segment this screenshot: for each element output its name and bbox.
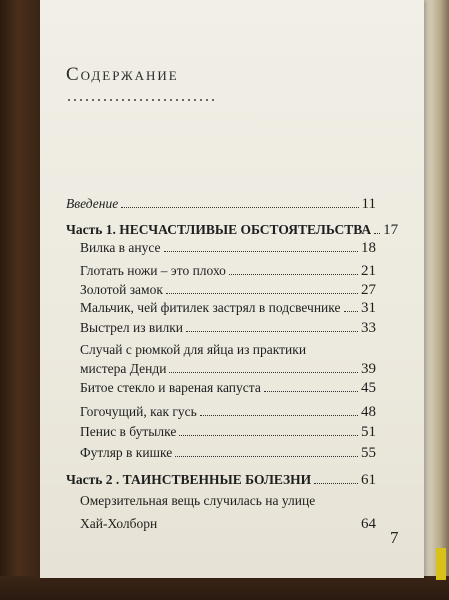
toc-leader-dots <box>164 251 358 252</box>
toc-entry-line1 <box>80 493 376 509</box>
page-title: Содержание <box>66 64 179 85</box>
toc-entry-line1 <box>80 342 376 358</box>
toc-entry-label: Выстрел из вилки <box>80 320 184 335</box>
toc-part-page: 17 <box>383 222 399 238</box>
toc-entry <box>80 424 376 441</box>
table-surface-left <box>0 0 40 600</box>
toc-entry <box>80 300 376 317</box>
toc-entry-page: 21 <box>361 263 376 279</box>
toc-entry-label: Омерзительная вещь случилась на улице <box>80 493 316 508</box>
toc-entry <box>80 361 376 378</box>
toc-leader-dots <box>186 331 358 332</box>
toc-leader-dots <box>169 372 358 373</box>
toc-entry-page: 11 <box>361 196 376 212</box>
toc-part-label: Часть 1. НЕСЧАСТЛИВЫЕ ОБСТОЯТЕЛЬСТВА <box>66 222 372 237</box>
book-page-edges <box>420 0 449 580</box>
toc-leader-dots <box>166 293 358 294</box>
toc-entry-page: 55 <box>361 445 376 461</box>
toc-entry-label: Битое стекло и вареная капуста <box>80 380 261 395</box>
toc-entry-label: Случай с рюмкой для яйца из практики <box>80 342 307 357</box>
toc-entry <box>80 240 376 257</box>
toc-entry <box>80 445 376 462</box>
toc-entry-page: 18 <box>361 240 376 256</box>
toc-leader-dots <box>121 207 358 208</box>
toc-entry <box>80 516 376 533</box>
table-surface-bottom <box>0 576 449 600</box>
toc-leader-dots <box>229 274 358 275</box>
toc-entry-label: Введение <box>66 196 119 211</box>
title-ornament-dots <box>66 98 216 102</box>
toc-entry-label: Футляр в кишке <box>80 445 173 460</box>
toc-entry <box>80 380 376 397</box>
cover-accent-strip <box>436 548 446 580</box>
toc-leader-dots <box>344 311 359 312</box>
toc-entry-label: Мальчик, чей фитилек застрял в подсвечнике <box>80 300 341 315</box>
toc-entry-page: 45 <box>361 380 376 396</box>
toc-entry-label: Пенис в бутылке <box>80 424 177 439</box>
toc-leader-dots <box>200 415 358 416</box>
toc-leader-dots <box>264 391 358 392</box>
toc-entry-label: Вилка в анусе <box>80 240 161 255</box>
toc-entry-page: 39 <box>361 361 376 377</box>
toc-leader-dots <box>179 435 358 436</box>
toc-entry-page: 48 <box>361 404 376 420</box>
toc-entry-page: 64 <box>361 516 376 532</box>
toc-entry-page: 27 <box>361 282 376 298</box>
toc-leader-dots <box>175 456 358 457</box>
toc-part-page: 61 <box>361 472 376 488</box>
toc-part-label: Часть 2 . ТАИНСТВЕННЫЕ БОЛЕЗНИ <box>66 472 312 487</box>
page-number: 7 <box>390 528 399 547</box>
toc-entry <box>80 320 376 337</box>
toc-entry-label: мистера Денди <box>80 361 167 376</box>
toc-leader-dots <box>374 233 380 234</box>
toc-entry <box>80 263 376 280</box>
toc-entry-page: 33 <box>361 320 376 336</box>
toc-leader-dots <box>314 483 358 484</box>
toc-entry-label: Гогочущий, как гусь <box>80 404 197 419</box>
toc-part-2 <box>66 472 376 489</box>
toc-entry-label: Глотать ножи – это плохо <box>80 263 226 278</box>
toc-entry-label: Золотой замок <box>80 282 163 297</box>
toc-entry <box>80 282 376 299</box>
toc-entry <box>80 404 376 421</box>
toc-entry-page: 51 <box>361 424 376 440</box>
toc-entry-intro <box>66 196 376 213</box>
toc-entry-page: 31 <box>361 300 376 316</box>
toc-part-1 <box>66 222 399 239</box>
toc-entry-label: Хай-Холборн <box>80 516 158 531</box>
